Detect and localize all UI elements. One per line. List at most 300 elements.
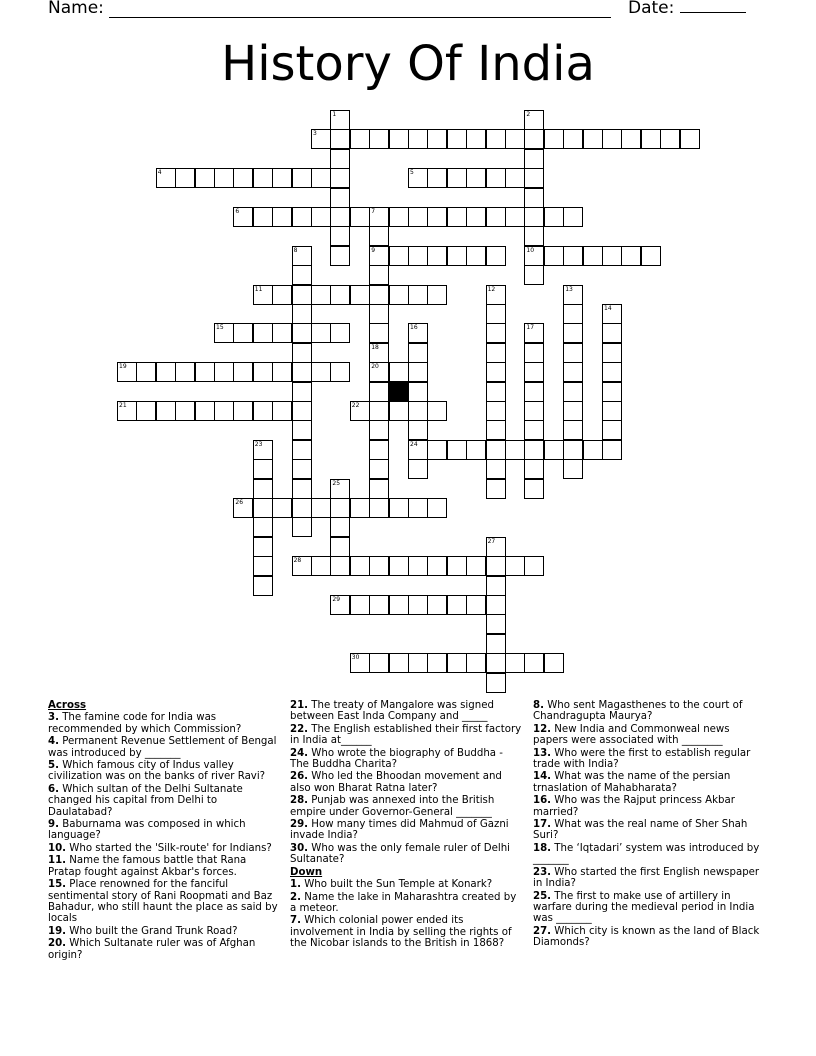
grid-cell[interactable] [466,207,486,227]
clue-text: Who wrote the biography of Buddha - The Buddha Charita? [290,747,503,771]
grid-cell[interactable] [563,323,583,343]
grid-cell[interactable] [408,168,428,188]
grid-cell[interactable] [350,556,370,576]
grid-cell[interactable] [524,382,544,402]
grid-cell[interactable] [563,420,583,440]
grid-cell[interactable] [544,246,564,266]
clue-text: Who was the Rajput princess Akbar married? [533,795,735,818]
grid-cell[interactable] [583,246,603,266]
clue-text: Which famous city of Indus valley civilization was on the banks of river Ravi? [48,760,266,783]
grid-cell[interactable] [330,362,350,382]
grid-cell[interactable] [253,323,273,343]
grid-cell[interactable] [350,653,370,673]
grid-cell[interactable] [447,556,467,576]
grid-cell[interactable] [524,420,544,440]
clue-text: What was the real name of Sher Shah Suri? [533,819,748,842]
grid-cell[interactable] [563,246,583,266]
grid-cell[interactable] [408,401,428,421]
clue-text: New India and Commonweal news papers were associated with ________ [533,723,730,747]
clue-number-label: 9. [48,819,59,831]
grid-cell[interactable] [369,362,389,382]
grid-cell[interactable] [253,362,273,382]
grid-cell[interactable] [156,362,176,382]
grid-cell[interactable] [408,246,428,266]
grid-cell[interactable] [156,401,176,421]
grid-cell[interactable] [233,362,253,382]
grid-cell[interactable] [330,149,350,169]
grid-cell[interactable] [524,401,544,421]
grid-cell[interactable] [621,129,641,149]
grid-cell[interactable] [369,459,389,479]
clue-text: Who started the first English newspaper in India? [533,866,760,890]
grid-cell[interactable] [369,653,389,673]
grid-cell[interactable] [311,556,331,576]
grid-cell[interactable] [486,168,506,188]
grid-cell[interactable] [524,207,544,227]
clue-item [48,855,278,878]
grid-cell[interactable] [486,207,506,227]
grid-cell[interactable] [427,498,447,518]
grid-cell[interactable] [505,168,525,188]
grid-cell[interactable] [408,362,428,382]
grid-cell[interactable] [350,498,370,518]
grid-cell[interactable] [330,129,350,149]
grid-cell[interactable] [253,440,273,460]
grid-cell[interactable] [233,323,253,343]
grid-cell[interactable] [408,323,428,343]
grid-cell[interactable] [311,323,331,343]
clue-number: 3 [313,130,317,138]
grid-cell[interactable] [524,556,544,576]
grid-cell[interactable] [389,246,409,266]
grid-cell[interactable] [486,401,506,421]
grid-cell[interactable] [524,479,544,499]
grid-cell[interactable] [330,168,350,188]
grid-cell[interactable] [524,265,544,285]
grid-cell[interactable] [408,285,428,305]
grid-cell[interactable] [447,595,467,615]
grid-cell[interactable] [253,517,273,537]
grid-cell[interactable] [330,517,350,537]
grid-cell[interactable] [292,382,312,402]
grid-cell[interactable] [524,459,544,479]
clue-number: 12 [487,285,496,293]
grid-cell[interactable] [330,246,350,266]
grid-cell[interactable] [486,556,506,576]
grid-cell[interactable] [292,362,312,382]
grid-cell[interactable] [292,440,312,460]
clue-number: 15 [216,324,224,332]
grid-cell[interactable] [408,595,428,615]
grid-cell[interactable] [253,479,273,499]
grid-cell[interactable] [524,440,544,460]
grid-cell[interactable] [524,168,544,188]
grid-cell[interactable] [524,653,544,673]
grid-cell[interactable] [408,653,428,673]
grid-cell[interactable] [524,226,544,246]
grid-cell[interactable] [602,382,622,402]
grid-cell[interactable] [486,440,506,460]
grid-cell[interactable] [389,129,409,149]
grid-cell[interactable] [253,401,273,421]
clue-number-label: 13. [533,747,552,759]
grid-cell[interactable] [602,304,622,324]
grid-cell[interactable] [292,479,312,499]
grid-cell[interactable] [272,207,292,227]
clue-number: 28 [293,557,302,565]
grid-cell[interactable] [350,207,370,227]
grid-cell[interactable] [350,285,370,305]
grid-cell[interactable] [524,362,544,382]
grid-cell[interactable] [486,673,506,693]
grid-cell[interactable] [563,362,583,382]
grid-cell[interactable] [486,634,506,654]
grid-cell[interactable] [389,285,409,305]
grid-cell[interactable] [466,595,486,615]
clue-number: 11 [254,285,263,293]
grid-cell[interactable] [233,498,253,518]
grid-cell[interactable] [486,129,506,149]
clue-number-label: 17. [533,819,552,831]
grid-cell[interactable] [505,207,525,227]
grid-cell[interactable] [311,285,331,305]
grid-cell[interactable] [447,440,467,460]
grid-cell[interactable] [292,323,312,343]
clue-number: 26 [235,499,244,506]
grid-cell[interactable] [447,207,467,227]
grid-cell[interactable] [350,595,370,615]
grid-cell[interactable] [369,226,389,246]
grid-cell[interactable] [389,498,409,518]
clue-item [48,712,278,735]
grid-cell[interactable] [389,595,409,615]
grid-cell[interactable] [311,362,331,382]
grid-cell[interactable] [427,401,447,421]
grid-cell[interactable] [292,168,312,188]
clue-item [48,843,278,854]
grid-cell[interactable] [427,129,447,149]
clue-number-label: 24. [290,747,309,759]
grid-cell[interactable] [427,168,447,188]
grid-cell[interactable] [524,323,544,343]
grid-cell[interactable] [486,343,506,363]
grid-cell[interactable] [369,343,389,363]
grid-cell[interactable] [408,129,428,149]
grid-cell[interactable] [350,401,370,421]
grid-cell[interactable] [330,556,350,576]
grid-cell[interactable] [544,440,564,460]
grid-cell[interactable] [369,595,389,615]
clue-item [290,843,522,866]
clue-item [290,700,522,723]
clue-item [533,724,765,747]
grid-cell[interactable] [330,498,350,518]
grid-cell[interactable] [466,246,486,266]
grid-cell[interactable] [292,401,312,421]
grid-cell[interactable] [292,285,312,305]
clue-item [48,736,278,759]
grid-cell[interactable] [292,498,312,518]
grid-cell[interactable] [563,382,583,402]
grid-cell[interactable] [272,362,292,382]
grid-cell[interactable] [524,149,544,169]
grid-cell[interactable] [311,168,331,188]
grid-cell[interactable] [330,188,350,208]
grid-cell[interactable] [408,207,428,227]
grid-cell[interactable] [253,168,273,188]
grid-cell[interactable] [466,129,486,149]
grid-cell[interactable] [505,440,525,460]
grid-cell[interactable] [563,401,583,421]
grid-cell[interactable] [408,343,428,363]
grid-cell[interactable] [486,420,506,440]
clue-text: Who built the Grand Trunk Road? [66,925,238,937]
clue-text: Place renowned for the fanciful sentimental story of Rani Roopmati and Baz Bahadur, who still haunt the place as said by locals [48,879,278,925]
grid-cell[interactable] [292,207,312,227]
grid-cell[interactable] [408,498,428,518]
grid-cell[interactable] [505,129,525,149]
clue-text: Who were the first to establish regular trade with India? [533,747,751,771]
grid-cell[interactable] [369,479,389,499]
grid-cell[interactable] [253,537,273,557]
grid-cell[interactable] [214,401,234,421]
grid-cell[interactable] [156,168,176,188]
grid-cell[interactable] [602,420,622,440]
grid-cell[interactable] [602,362,622,382]
grid-cell[interactable] [330,207,350,227]
grid-cell[interactable] [369,401,389,421]
grid-cell[interactable] [369,382,389,402]
grid-cell[interactable] [272,285,292,305]
grid-cell[interactable] [369,556,389,576]
grid-cell[interactable] [330,323,350,343]
grid-cell[interactable] [563,285,583,305]
grid-cell[interactable] [486,362,506,382]
grid-cell[interactable] [195,362,215,382]
grid-cell[interactable] [505,556,525,576]
grid-cell[interactable] [408,440,428,460]
grid-cell[interactable] [292,459,312,479]
grid-cell[interactable] [505,653,525,673]
clue-number: 24 [410,440,418,448]
grid-cell[interactable] [408,556,428,576]
grid-cell[interactable] [195,401,215,421]
grid-cell[interactable] [621,246,641,266]
grid-cell[interactable] [466,556,486,576]
grid-cell[interactable] [272,401,292,421]
grid-cell[interactable] [233,207,253,227]
grid-cell[interactable] [214,168,234,188]
clue-number-label: 4. [48,736,59,748]
grid-cell[interactable] [311,207,331,227]
grid-cell[interactable] [427,595,447,615]
grid-cell[interactable] [563,207,583,227]
clue-text: The ‘Iqtadari’ system was introduced by _______ [533,842,760,866]
grid-cell[interactable] [486,459,506,479]
grid-cell[interactable] [602,246,622,266]
grid-cell[interactable] [272,498,292,518]
grid-cell[interactable] [486,304,506,324]
grid-cell[interactable] [486,614,506,634]
grid-cell[interactable] [486,246,506,266]
grid-cell[interactable] [175,401,195,421]
grid-cell[interactable] [408,382,428,402]
grid-cell[interactable] [311,129,331,149]
grid-cell[interactable] [389,653,409,673]
grid-cell[interactable] [369,323,389,343]
grid-cell[interactable] [195,168,215,188]
grid-cell[interactable] [563,440,583,460]
clue-number-label: 2. [290,891,301,903]
grid-cell[interactable] [563,304,583,324]
grid-cell[interactable] [330,479,350,499]
grid-cell[interactable] [389,556,409,576]
clue-item [290,748,522,771]
grid-cell[interactable] [389,362,409,382]
grid-cell[interactable] [602,440,622,460]
grid-cell[interactable] [389,401,409,421]
grid-cell[interactable] [486,537,506,557]
grid-cell[interactable] [292,304,312,324]
grid-cell[interactable] [117,401,137,421]
grid-cell[interactable] [486,323,506,343]
clue-number: 10 [526,246,535,254]
grid-cell[interactable] [253,285,273,305]
clue-number: 30 [351,654,360,662]
clue-item [48,784,278,818]
grid-cell[interactable] [350,129,370,149]
grid-cell[interactable] [544,129,564,149]
grid-cell[interactable] [292,343,312,363]
grid-cell[interactable] [253,498,273,518]
grid-cell[interactable] [466,168,486,188]
across-heading: Across [48,700,87,711]
grid-cell[interactable] [563,459,583,479]
grid-cell[interactable] [272,323,292,343]
grid-cell[interactable] [292,246,312,266]
grid-cell[interactable] [602,323,622,343]
clue-item [533,891,765,925]
grid-cell[interactable] [544,653,564,673]
clue-text: Baburnama was composed in which language? [48,819,246,842]
grid-cell[interactable] [408,459,428,479]
grid-cell[interactable] [292,265,312,285]
grid-cell[interactable] [330,595,350,615]
grid-cell[interactable] [524,129,544,149]
grid-cell[interactable] [427,440,447,460]
clue-text: What was the name of the persian trnaslation of Mahabharata? [533,771,731,794]
clue-number-label: 28. [290,795,309,807]
clue-text: Who sent Magasthenes to the court of Chandragupta Maurya? [533,700,743,723]
grid-cell[interactable] [563,343,583,363]
grid-cell[interactable] [427,653,447,673]
clue-item [48,938,278,961]
grid-cell[interactable] [524,343,544,363]
grid-cell[interactable] [330,226,350,246]
grid-cell[interactable] [583,129,603,149]
grid-cell[interactable] [292,556,312,576]
clue-number-label: 29. [290,819,309,831]
clue-item [48,819,278,842]
grid-cell[interactable] [233,168,253,188]
grid-cell[interactable] [175,168,195,188]
grid-cell[interactable] [292,517,312,537]
grid-cell[interactable] [486,285,506,305]
grid-cell[interactable] [233,401,253,421]
grid-cell[interactable] [427,285,447,305]
grid-cell[interactable] [214,323,234,343]
grid-cell[interactable] [214,362,234,382]
grid-cell[interactable] [602,129,622,149]
grid-cell[interactable] [253,556,273,576]
grid-cell[interactable] [253,576,273,596]
grid-cell[interactable] [447,246,467,266]
grid-cell[interactable] [253,459,273,479]
grid-cell[interactable] [641,246,661,266]
grid-cell[interactable] [136,401,156,421]
grid-cell[interactable] [369,246,389,266]
grid-cell[interactable] [427,246,447,266]
grid-cell[interactable] [389,207,409,227]
grid-cell[interactable] [369,265,389,285]
grid-cell[interactable] [311,498,331,518]
clue-item [533,867,765,890]
grid-cell[interactable] [466,440,486,460]
grid-cell[interactable] [544,207,564,227]
grid-cell[interactable] [427,207,447,227]
grid-cell[interactable] [330,110,350,130]
grid-cell[interactable] [330,285,350,305]
grid-cell[interactable] [524,110,544,130]
grid-cell[interactable] [369,498,389,518]
grid-cell[interactable] [369,207,389,227]
grid-cell[interactable] [272,168,292,188]
grid-cell[interactable] [466,653,486,673]
grid-cell[interactable] [447,129,467,149]
grid-cell[interactable] [292,420,312,440]
grid-cell[interactable] [602,401,622,421]
grid-cell[interactable] [524,188,544,208]
grid-cell[interactable] [369,440,389,460]
grid-cell[interactable] [641,129,661,149]
grid-cell[interactable] [486,595,506,615]
grid-cell[interactable] [369,420,389,440]
grid-cell[interactable] [408,420,428,440]
grid-cell[interactable] [660,129,680,149]
grid-cell[interactable] [427,556,447,576]
clue-item [48,926,278,937]
grid-cell[interactable] [486,653,506,673]
grid-cell[interactable] [486,576,506,596]
grid-cell[interactable] [486,382,506,402]
grid-cell[interactable] [524,246,544,266]
grid-cell[interactable] [117,362,137,382]
grid-cell[interactable] [369,285,389,305]
grid-cell[interactable] [602,343,622,363]
grid-cell[interactable] [369,304,389,324]
grid-cell[interactable] [447,653,467,673]
grid-cell[interactable] [583,440,603,460]
grid-cell[interactable] [369,129,389,149]
grid-cell[interactable] [447,168,467,188]
grid-cell[interactable] [486,479,506,499]
grid-cell[interactable] [136,362,156,382]
grid-cell[interactable] [563,129,583,149]
grid-cell[interactable] [253,207,273,227]
grid-cell[interactable] [330,537,350,557]
grid-cell[interactable] [175,362,195,382]
grid-cell[interactable] [680,129,700,149]
